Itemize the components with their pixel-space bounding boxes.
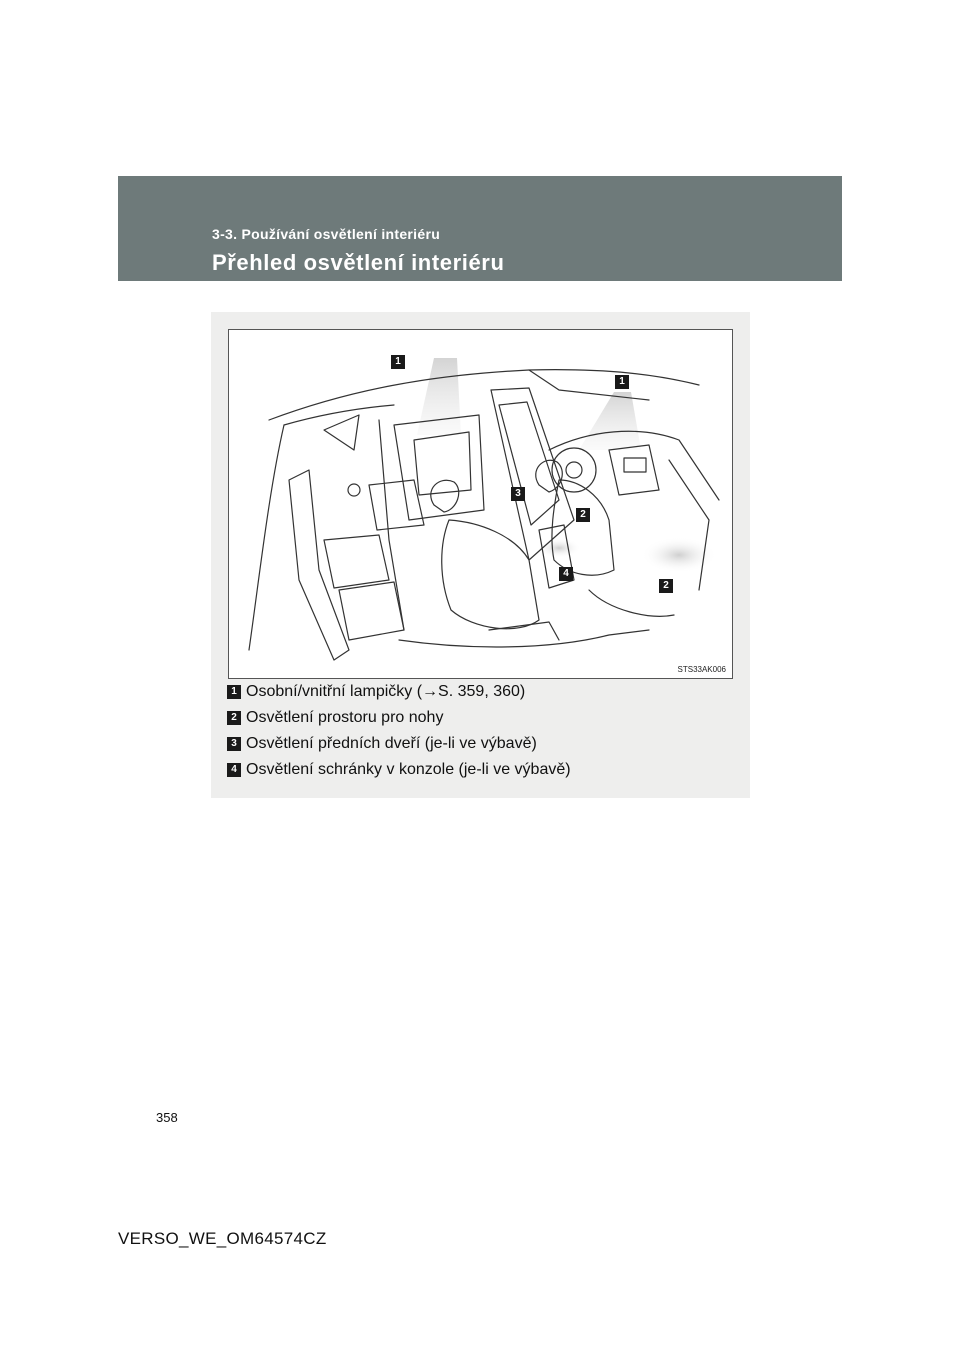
legend-number: 3 xyxy=(227,737,241,751)
legend-number: 1 xyxy=(227,685,241,699)
callout-2-side: 2 xyxy=(659,579,673,593)
callout-2-front: 2 xyxy=(576,508,590,522)
car-interior-drawing xyxy=(229,330,732,678)
page-title: Přehled osvětlení interiéru xyxy=(212,250,505,275)
legend-number: 2 xyxy=(227,711,241,725)
callout-1-rear: 1 xyxy=(391,355,405,369)
illustration-panel xyxy=(211,312,750,798)
legend-text: Osobní/vnitřní lampičky (→S. 359, 360) xyxy=(246,683,526,700)
section-header xyxy=(118,176,842,281)
legend-item xyxy=(227,734,737,760)
legend-item xyxy=(227,708,737,734)
page-number: 358 xyxy=(156,1110,178,1125)
legend xyxy=(227,682,737,786)
legend-text: Osvětlení předních dveří (je-li ve výbavě) xyxy=(246,735,537,752)
legend-text: Osvětlení schránky v konzole (je-li ve výbavě) xyxy=(246,761,571,778)
legend-number: 4 xyxy=(227,763,241,777)
callout-1-front: 1 xyxy=(615,375,629,389)
car-interior-illustration xyxy=(228,329,733,679)
section-label: 3-3. Používání osvětlení interiéru xyxy=(212,226,441,242)
legend-item xyxy=(227,760,737,786)
figure-code: STS33AK006 xyxy=(677,665,726,674)
legend-item xyxy=(227,682,737,708)
callout-4: 4 xyxy=(559,567,573,581)
callout-3: 3 xyxy=(511,487,525,501)
legend-text: Osvětlení prostoru pro nohy xyxy=(246,709,444,726)
document-code: VERSO_WE_OM64574CZ xyxy=(118,1229,327,1248)
